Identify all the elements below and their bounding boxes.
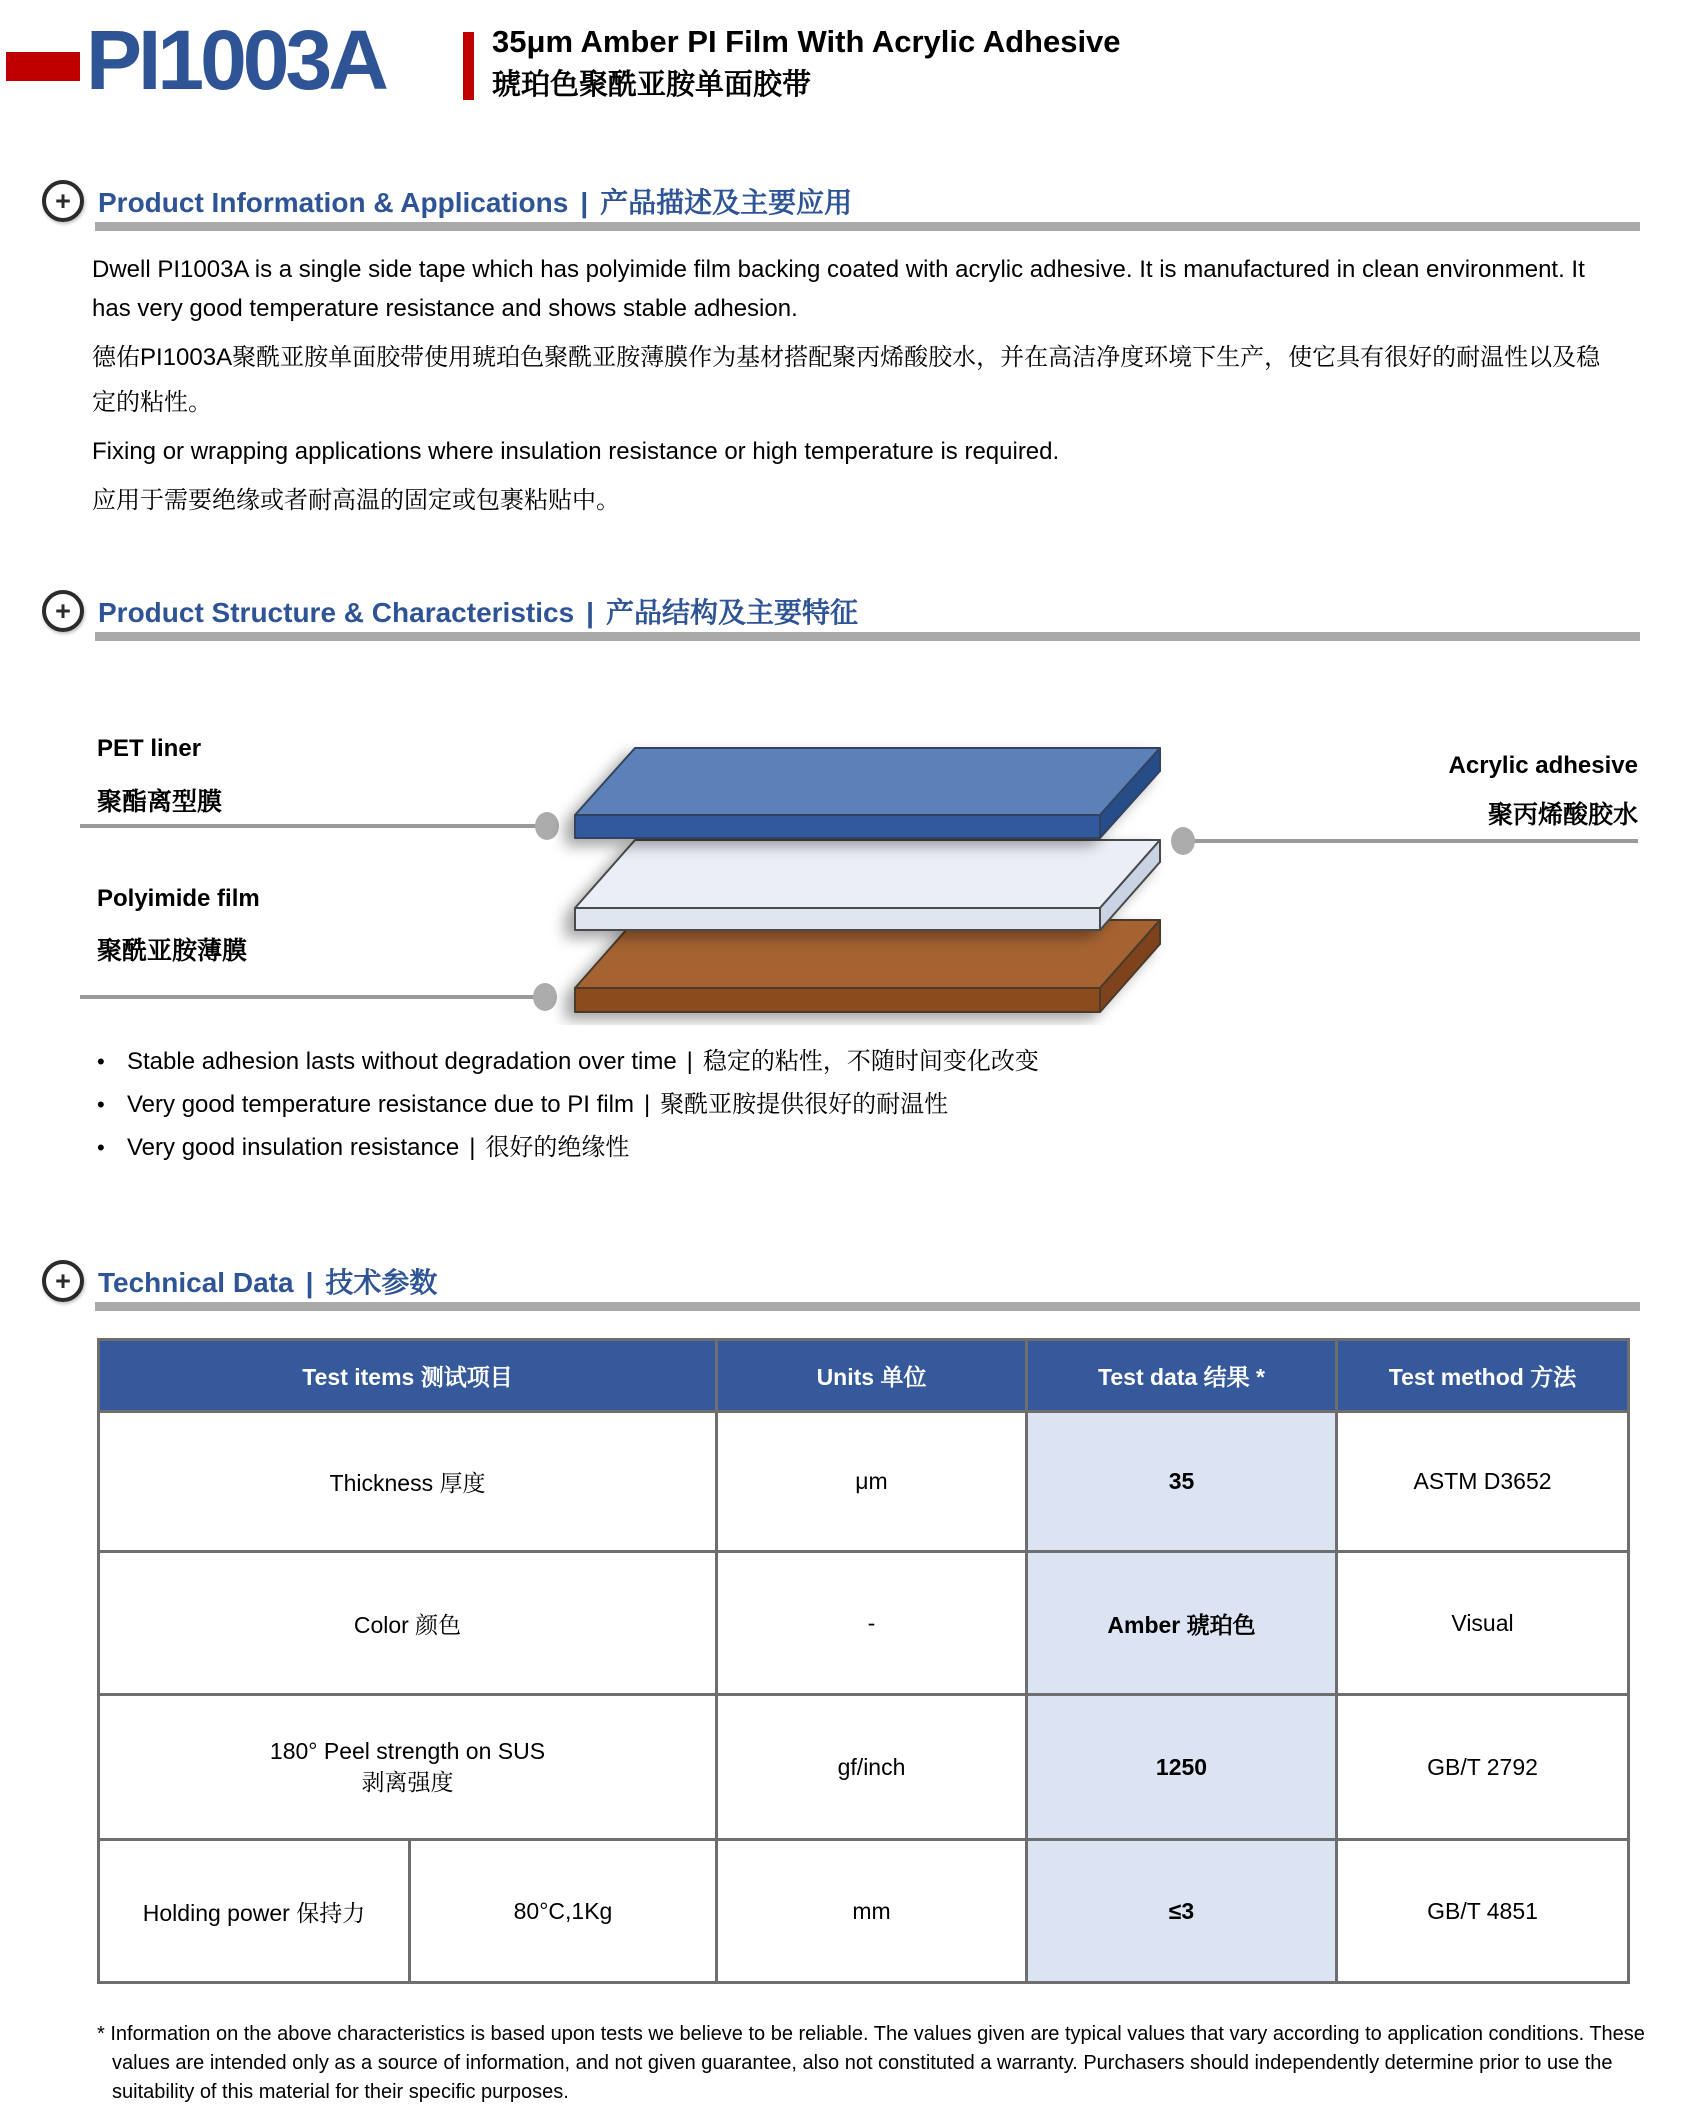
title-separator: | — [580, 187, 589, 218]
brand-accent-bar — [6, 52, 80, 81]
product-structure-diagram — [0, 690, 1705, 1025]
cell-unit: - — [717, 1552, 1027, 1695]
col-header-test-items: Test items 测试项目 — [99, 1340, 717, 1412]
cell-method: Visual — [1337, 1552, 1629, 1695]
pet-top-face — [575, 748, 1160, 815]
plus-circle-icon — [42, 1260, 84, 1302]
section-rule — [95, 1302, 1640, 1311]
table-row-color — [99, 1552, 1629, 1695]
cell-data: ≤3 — [1027, 1840, 1337, 1983]
cell-item — [99, 1695, 717, 1840]
title-separator: | — [305, 1267, 314, 1298]
list-item — [97, 1089, 1597, 1120]
pet-liner-layer — [575, 748, 1160, 838]
section-title-en: Product Structure & Characteristics — [98, 597, 575, 628]
pet-liner-label-en: PET liner — [97, 735, 202, 762]
section-title — [98, 591, 858, 631]
section-rule — [95, 632, 1640, 641]
plus-glyph: + — [55, 595, 71, 626]
product-code: PI1003A — [86, 13, 385, 107]
pet-liner-label-cn: 聚酯离型膜 — [97, 788, 223, 816]
cell-unit: mm — [717, 1840, 1027, 1983]
cell-item-line-cn: 剥离强度 — [361, 1769, 454, 1795]
acrylic-adhesive-label-en: Acrylic adhesive — [1448, 752, 1638, 779]
section-title-en: Technical Data — [98, 1267, 294, 1298]
polyimide-front-face — [575, 988, 1100, 1012]
section-title-cn: 产品结构及主要特征 — [605, 597, 858, 628]
section-title — [98, 1261, 437, 1301]
pet-front-face — [575, 815, 1100, 838]
bullet-icon: • — [97, 1092, 105, 1117]
product-title-en: 35μm Amber PI Film With Acrylic Adhesive — [492, 24, 1121, 59]
acrylic-adhesive-label-cn: 聚丙烯酸胶水 — [1487, 801, 1638, 829]
polyimide-label-cn: 聚酰亚胺薄膜 — [97, 937, 248, 965]
application-paragraph-cn: 应用于需要绝缘或者耐高温的固定或包裹粘贴中。 — [92, 487, 620, 514]
table-row-holding-power — [99, 1840, 1629, 1983]
bullet-separator: | — [469, 1134, 476, 1161]
acrylic-adhesive-leader — [1171, 827, 1638, 855]
adhesive-front-face — [575, 908, 1100, 930]
list-item — [97, 1046, 1597, 1077]
cell-item: Holding power 保持力 — [99, 1840, 410, 1983]
description-paragraph-en: Dwell PI1003A is a single side tape which has polyimide film backing coated with acrylic adhesive. It is manufactured in clean environment. It has very good temperature resistance and shows stable adhesion. — [92, 256, 1585, 322]
table-header-row — [99, 1340, 1629, 1412]
col-header-test-method: Test method 方法 — [1337, 1340, 1629, 1412]
section-title-cn: 产品描述及主要应用 — [600, 187, 853, 218]
bullet-text-cn: 很好的绝缘性 — [485, 1134, 630, 1161]
plus-circle-icon — [42, 590, 84, 632]
bullet-icon: • — [97, 1049, 105, 1074]
section-title-en: Product Information & Applications — [98, 187, 569, 218]
leader-dot — [535, 812, 559, 840]
col-header-units: Units 单位 — [717, 1340, 1027, 1412]
section-title-cn: 技术参数 — [325, 1267, 438, 1298]
acrylic-adhesive-layer — [575, 840, 1160, 930]
cell-unit: gf/inch — [717, 1695, 1027, 1840]
leader-dot — [533, 983, 557, 1011]
adhesive-top-face — [575, 840, 1160, 908]
bullet-text-cn: 聚酰亚胺提供很好的耐温性 — [660, 1091, 949, 1118]
bullet-icon: • — [97, 1135, 105, 1160]
bullet-separator: | — [686, 1048, 693, 1075]
bullet-text-en: Very good temperature resistance due to PI film — [127, 1091, 634, 1118]
cell-method: GB/T 4851 — [1337, 1840, 1629, 1983]
bullet-text-en: Very good insulation resistance — [127, 1134, 460, 1161]
plus-glyph: + — [55, 185, 71, 216]
col-header-test-data: Test data 结果 * — [1027, 1340, 1337, 1412]
table-row-thickness — [99, 1412, 1629, 1552]
section-heading-product-info — [42, 180, 852, 222]
plus-glyph: + — [55, 1265, 71, 1296]
cell-item: Color 颜色 — [99, 1552, 717, 1695]
table-row-peel-strength — [99, 1695, 1629, 1840]
cell-method: ASTM D3652 — [1337, 1412, 1629, 1552]
table-footnote: * Information on the above characteristics is based upon tests we believe to be reliable. The values given are typical values that vary according to application conditions. These values are intended only as a source of information, and not given guarantee, also not constituted a warranty. Purchasers should independently determine prior to use the suitability of this material for their specific purposes. — [97, 2023, 1645, 2103]
product-title-cn: 琥珀色聚酰亚胺单面胶带 — [492, 69, 812, 101]
characteristics-list — [97, 1046, 1597, 1175]
description-paragraph-cn: 德佑PI1003A聚酰亚胺单面胶带使用琥珀色聚酰亚胺薄膜作为基材搭配聚丙烯酸胶水，并在高洁净度环境下生产，使它具有很好的耐温性以及稳定的粘性。 — [92, 344, 1601, 416]
section-rule — [95, 222, 1640, 231]
cell-method: GB/T 2792 — [1337, 1695, 1629, 1840]
title-divider-bar — [463, 32, 474, 100]
list-item — [97, 1132, 1597, 1163]
section-heading-product-structure — [42, 590, 858, 632]
cell-unit: μm — [717, 1412, 1027, 1552]
cell-condition: 80°C,1Kg — [410, 1840, 717, 1983]
cell-data: 1250 — [1027, 1695, 1337, 1840]
bullet-text-en: Stable adhesion lasts without degradation over time — [127, 1048, 677, 1075]
cell-data: 35 — [1027, 1412, 1337, 1552]
bullet-text-cn: 稳定的粘性，不随时间变化改变 — [702, 1048, 1039, 1075]
cell-data: Amber 琥珀色 — [1027, 1552, 1337, 1695]
leader-dot — [1171, 827, 1195, 855]
plus-circle-icon — [42, 180, 84, 222]
section-title — [98, 181, 852, 221]
polyimide-label-en: Polyimide film — [97, 885, 260, 912]
section-heading-technical-data — [42, 1260, 437, 1302]
cell-item-line-en: 180° Peel strength on SUS — [269, 1738, 546, 1764]
technical-data-table — [97, 1338, 1630, 1984]
bullet-separator: | — [643, 1091, 651, 1118]
polyimide-film-layer — [575, 920, 1160, 1012]
polyimide-leader — [80, 983, 557, 1011]
product-info-text — [92, 250, 1617, 530]
title-separator: | — [586, 597, 594, 628]
application-paragraph-en: Fixing or wrapping applications where insulation resistance or high temperature is required. — [92, 438, 1060, 465]
cell-item: Thickness 厚度 — [99, 1412, 717, 1552]
